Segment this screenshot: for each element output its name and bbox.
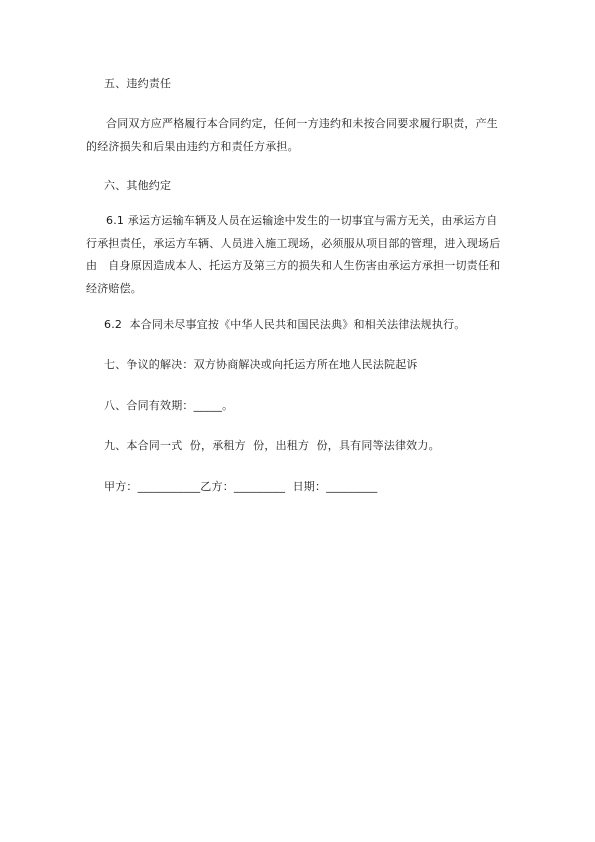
signature-line: 甲方：___________乙方：_________ 日期：_________	[104, 480, 378, 493]
clause-6-1-line-4: 经济赔偿。	[86, 281, 142, 295]
section-5-body	[86, 113, 504, 158]
section-8-validity: 八、合同有效期：_____。	[104, 399, 234, 412]
section-5-line-1: 合同双方应严格履行本合同约定，任何一方违约和未按合同要求履行职责，产生	[106, 117, 498, 130]
section-6-heading: 六、其他约定	[104, 179, 172, 192]
section-9-copies: 九、本合同一式 份，承租方 份，出租方 份，具有同等法律效力。	[104, 439, 440, 452]
clause-6-1-line-2: 行承担责任，承运方车辆、人员进入施工现场，必须服从项目部的管理，进入现场后	[86, 236, 501, 250]
section-7-dispute: 七、争议的解决：双方协商解决或向托运方所在地人民法院起诉	[104, 358, 418, 371]
clause-6-1-line-1: 6.1 承运方运输车辆及人员在运输途中发生的一切事宜与需方无关，由承运方自	[106, 214, 498, 227]
clause-6-2: 6.2 本合同未尽事宜按《中华人民共和国民法典》和相关法律法规执行。	[104, 318, 466, 331]
clause-6-1-line-3: 由 自身原因造成本人、托运方及第三方的损失和人生伤害由承运方承担一切责任和	[86, 259, 501, 272]
section-5-line-2: 的经济损失和后果由违约方和责任方承担。	[86, 139, 299, 153]
section-5-heading: 五、违约责任	[104, 77, 172, 90]
section-6-1-clause	[86, 210, 504, 300]
